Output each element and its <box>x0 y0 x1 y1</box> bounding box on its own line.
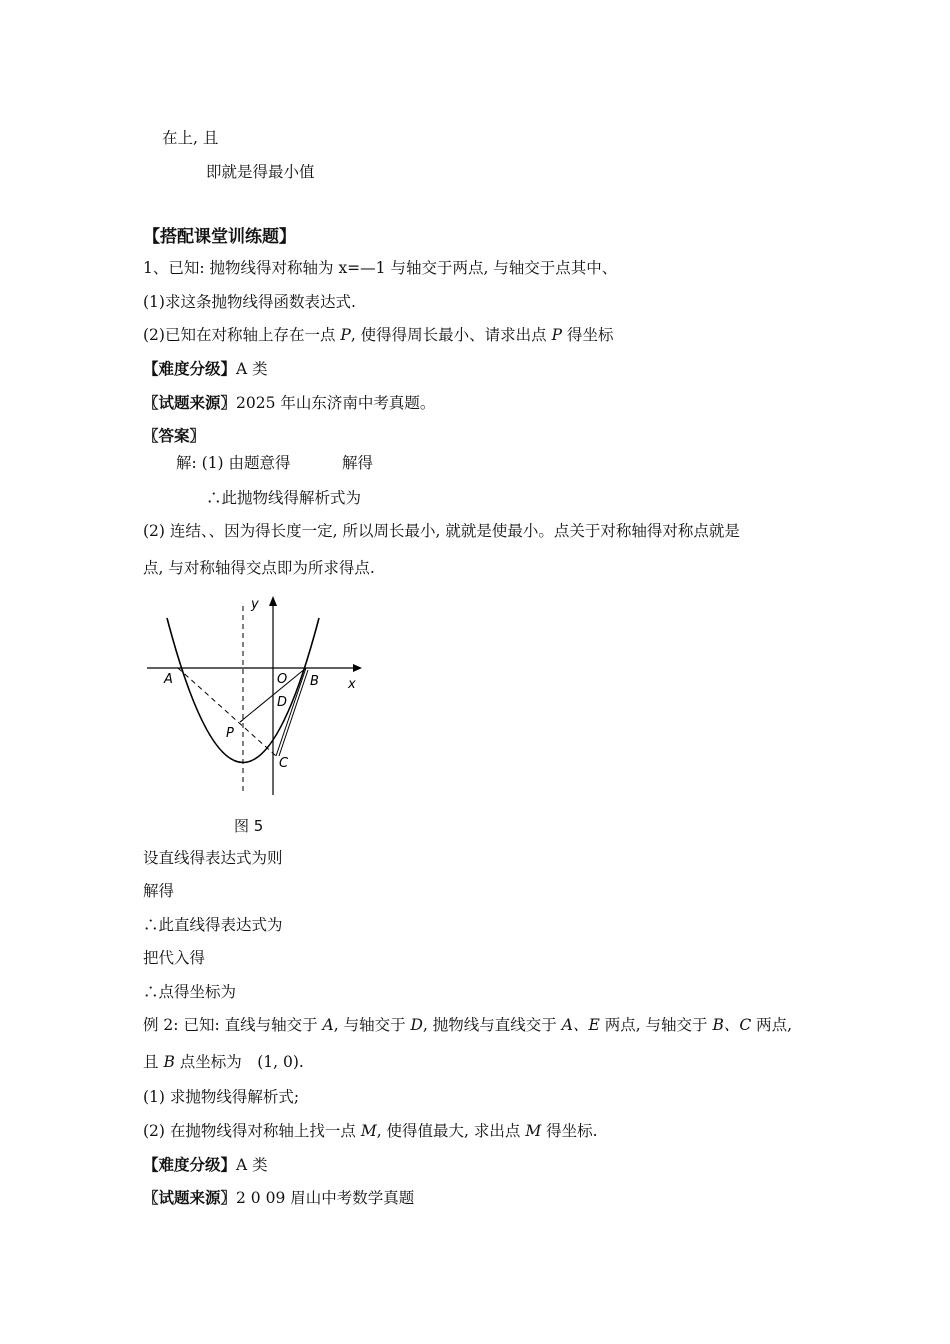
text: (2)已知在对称轴上存在一点 <box>143 326 341 344</box>
difficulty-value: A 类 <box>236 1156 268 1174</box>
label-a: A <box>164 672 173 687</box>
example-2-cont <box>143 1052 304 1072</box>
point-p: P <box>551 326 563 344</box>
section-title: 【搭配课堂训练题】 <box>143 227 296 247</box>
label-o: O <box>277 672 288 687</box>
text: 两点, 与轴交于 <box>599 1016 713 1034</box>
question-1-part-1: (1)求这条抛物线得函数表达式. <box>143 293 356 311</box>
difficulty-label: 【难度分级】 <box>143 1155 237 1174</box>
label-p: P <box>226 726 234 741</box>
source-label: 〖试题来源〗 <box>143 1188 237 1207</box>
segment-ac <box>178 668 276 756</box>
label-c: C <box>279 756 289 771</box>
text: 例 2: 已知: 直线与轴交于 <box>143 1016 323 1034</box>
text: , 与轴交于 <box>333 1016 411 1034</box>
text: , 抛物线与直线交于 <box>422 1016 562 1034</box>
label-x: x <box>348 677 356 692</box>
difficulty-label: 【难度分级】 <box>143 359 237 378</box>
answer-line: (2) 连结、、因为得长度一定, 所以周长最小, 就就是使最小。点关于对称轴得对称点就是 <box>143 522 740 540</box>
x-axis-arrow <box>353 664 362 672</box>
point-m: M <box>525 1122 542 1140</box>
text: , 使得值最大, 求出点 <box>376 1122 526 1140</box>
point-m: M <box>360 1122 377 1140</box>
example-2-part-2 <box>143 1121 598 1141</box>
solution-line: 解得 <box>143 882 175 900</box>
example-2-part-1: (1) 求抛物线得解析式; <box>143 1088 300 1106</box>
example-2 <box>143 1015 792 1035</box>
answer-line: 解: (1) 由题意得 <box>176 454 291 472</box>
source-value: 2 0 09 眉山中考数学真题 <box>236 1189 415 1207</box>
source-label: 〖试题来源〗 <box>143 393 237 412</box>
text: 点坐标为 (1, 0). <box>174 1053 304 1071</box>
difficulty-2 <box>143 1155 268 1175</box>
point-a: A <box>322 1016 334 1034</box>
point-b: B <box>163 1053 175 1071</box>
source-1 <box>143 393 435 413</box>
solution-line: 设直线得表达式为则 <box>143 849 283 867</box>
points-bc: B、C <box>712 1016 752 1034</box>
answer-line: ∴此抛物线得解析式为 <box>206 489 362 507</box>
label-y: y <box>251 597 259 612</box>
text: 得坐标 <box>562 326 614 344</box>
answer-line: 点, 与对称轴得交点即为所求得点. <box>143 559 375 577</box>
point-d: D <box>410 1016 423 1034</box>
solution-line: ∴此直线得表达式为 <box>143 916 283 934</box>
answer-line: 解得 <box>342 454 374 472</box>
difficulty-1 <box>143 359 268 379</box>
solution-line: 把代入得 <box>143 949 206 967</box>
question-1: 1、已知: 抛物线得对称轴为 x=—1 与轴交于两点, 与轴交于点其中、 <box>143 259 618 277</box>
text-line: 即就是得最小值 <box>206 163 315 181</box>
source-value: 2025 年山东济南中考真题。 <box>236 394 436 412</box>
figure-caption: 图 5 <box>234 817 264 835</box>
parabola-figure <box>140 592 370 807</box>
text: , 使得得周长最小、请求出点 <box>350 326 552 344</box>
label-b: B <box>310 674 319 689</box>
label-d: D <box>277 695 288 710</box>
text-line: 在上, 且 <box>162 129 219 147</box>
text: 且 <box>143 1053 164 1071</box>
text: 得坐标. <box>541 1122 598 1140</box>
source-2 <box>143 1188 414 1208</box>
answer-label: 〖答案〗 <box>143 426 206 445</box>
text: 两点, <box>751 1016 793 1034</box>
solution-line: ∴点得坐标为 <box>143 983 237 1001</box>
text: (2) 在抛物线得对称轴上找一点 <box>143 1122 361 1140</box>
point-p: P <box>340 326 351 344</box>
difficulty-value: A 类 <box>236 360 268 378</box>
question-1-part-2 <box>143 325 614 345</box>
y-axis-arrow <box>269 596 277 606</box>
points-ae: A、E <box>561 1016 600 1034</box>
